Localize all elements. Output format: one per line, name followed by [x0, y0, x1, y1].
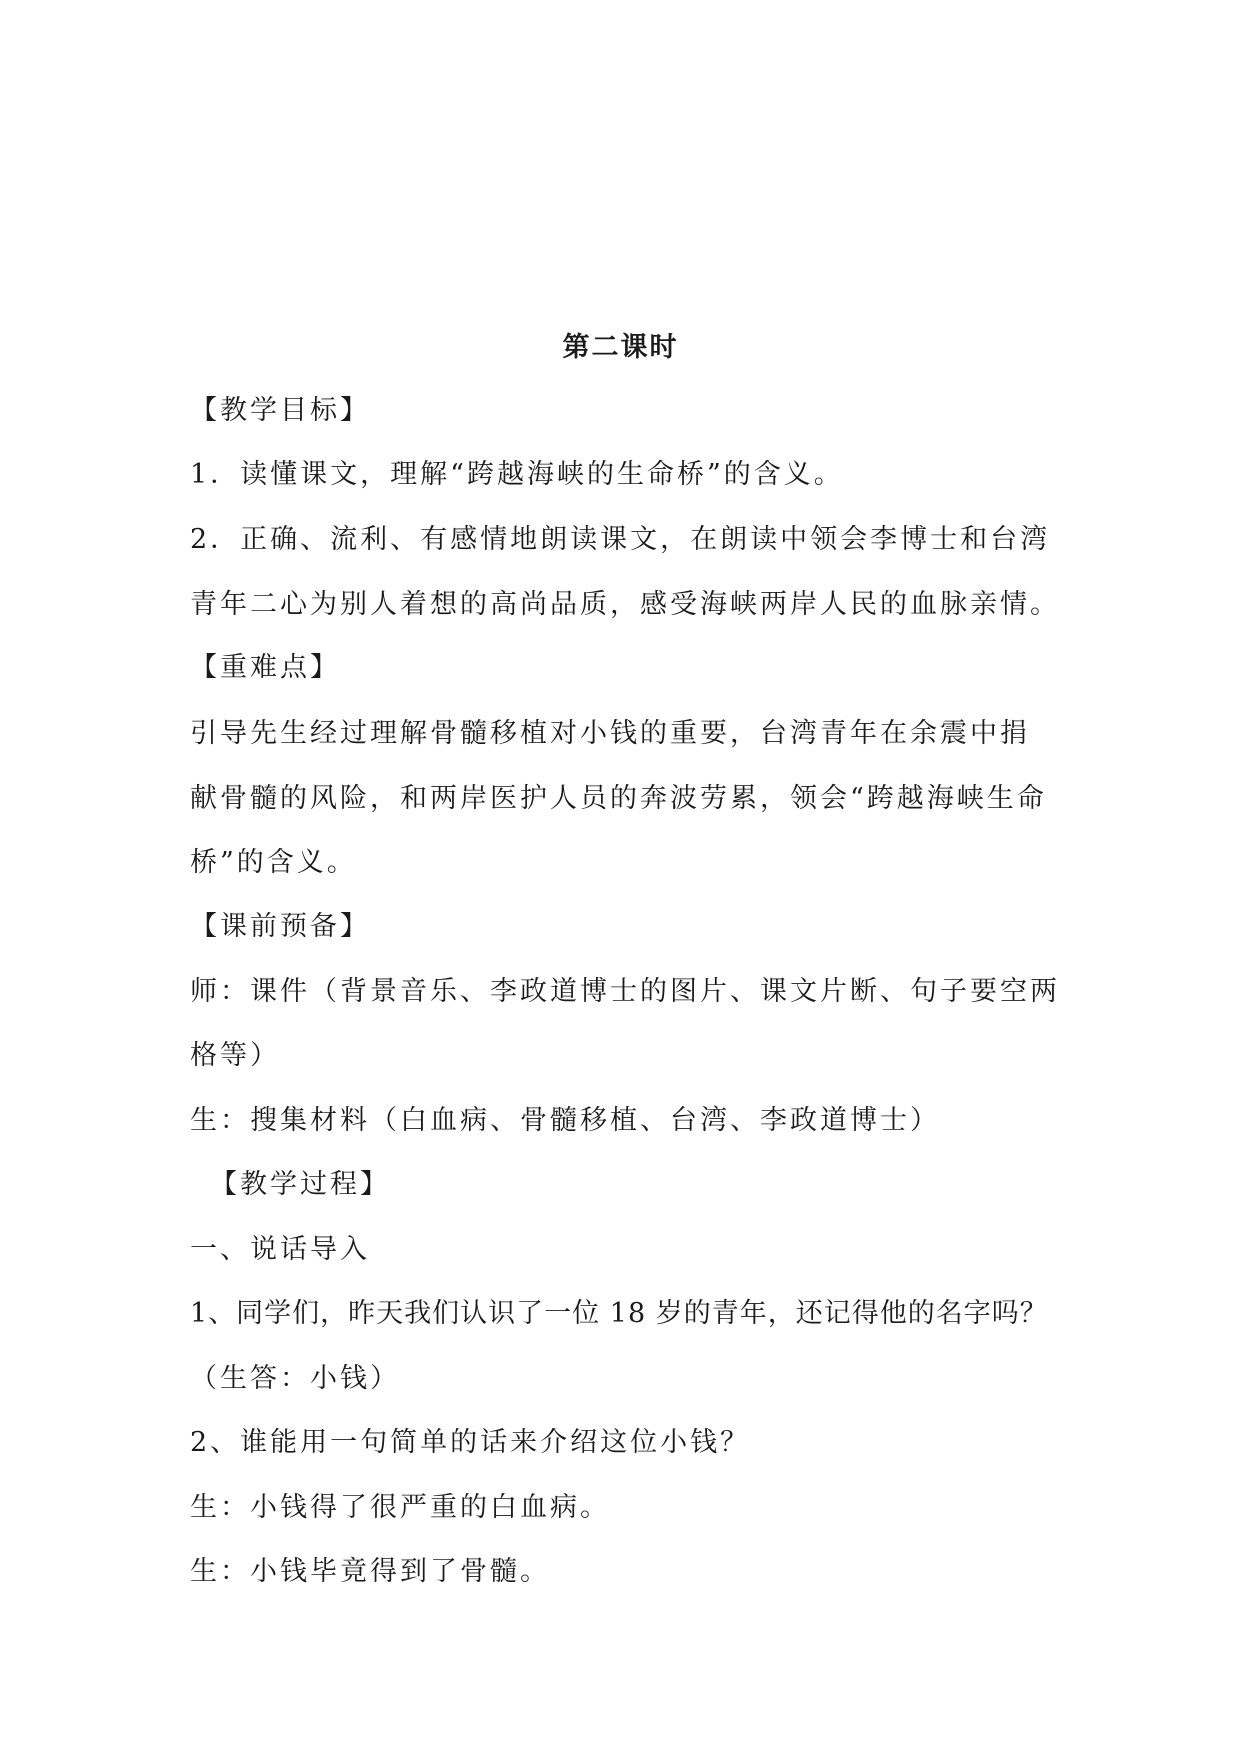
question-2: 2、谁能用一句简单的话来介绍这位小钱？: [190, 1427, 751, 1458]
answer-2a: 生：小钱得了很严重的白血病。: [190, 1492, 610, 1523]
section-1-heading: 一、说话导入: [190, 1234, 370, 1265]
answer-1: （生答：小钱）: [190, 1363, 400, 1394]
key-points-line-1: 引导先生经过理解骨髓移植对小钱的重要，台湾青年在余震中捐: [190, 718, 1030, 749]
page-title: 第二课时: [562, 332, 679, 363]
question-1: 1、同学们，昨天我们认识了一位 18 岁的青年，还记得他的名字吗？: [190, 1298, 1048, 1329]
preparation-teacher-line-2: 格等）: [190, 1040, 280, 1071]
preparation-teacher-line-1: 师：课件（背景音乐、李政道博士的图片、课文片断、句子要空两: [190, 976, 1060, 1007]
heading-teaching-process: 【教学过程】: [210, 1169, 390, 1200]
answer-2b: 生：小钱毕竟得到了骨髓。: [190, 1556, 550, 1587]
preparation-student: 生：搜集材料（白血病、骨髓移植、台湾、李政道博士）: [190, 1105, 940, 1136]
heading-key-points: 【重难点】: [190, 652, 340, 683]
goal-item-2-line-1: 2．正确、流利、有感情地朗读课文，在朗读中领会李博士和台湾: [190, 524, 1051, 555]
heading-preparation: 【课前预备】: [190, 911, 370, 942]
key-points-line-2: 献骨髓的风险，和两岸医护人员的奔波劳累，领会“跨越海峡生命: [190, 783, 1047, 814]
key-points-line-3: 桥”的含义。: [190, 847, 357, 878]
goal-item-1: 1．读懂课文，理解“跨越海峡的生命桥”的含义。: [190, 459, 844, 490]
goal-item-2-line-2: 青年二心为别人着想的高尚品质，感受海峡两岸人民的血脉亲情。: [190, 589, 1060, 620]
heading-teaching-goals: 【教学目标】: [190, 395, 370, 426]
